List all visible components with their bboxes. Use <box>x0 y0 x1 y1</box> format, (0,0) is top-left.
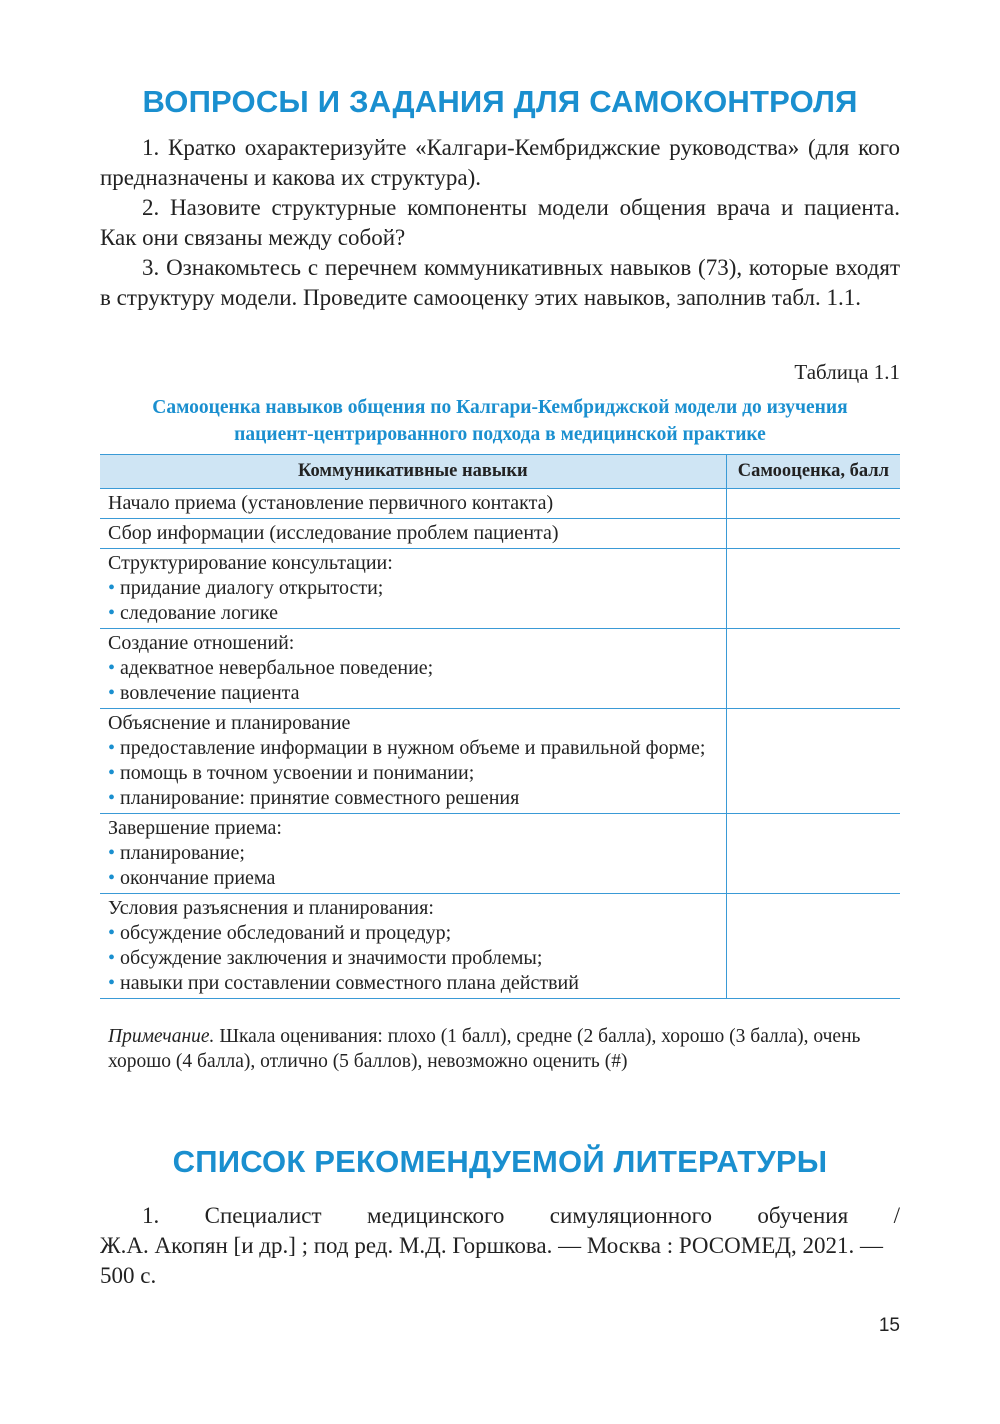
score-cell[interactable] <box>726 489 900 519</box>
skill-title: Структурирование консультации: <box>108 552 393 574</box>
bullet-icon: • <box>108 922 121 944</box>
skill-item <box>108 681 718 706</box>
reference-word: / <box>893 1203 900 1228</box>
skill-item-text: вовлечение пациента <box>120 682 300 704</box>
reference-word: Специалист <box>204 1203 322 1228</box>
note-text: Шкала оценивания: плохо (1 балл), средне (2 балла), хорошо (3 балла), очень хорошо (4 балла), отлично (5 баллов), невозможно оценить (#) <box>108 1026 861 1072</box>
skill-item-text: окончание приема <box>120 867 276 889</box>
skill-item-text: помощь в точном усвоении и понимании; <box>120 762 475 784</box>
skill-item <box>108 971 718 996</box>
table-number: Таблица 1.1 <box>794 360 900 384</box>
skill-item <box>108 601 718 626</box>
score-cell[interactable] <box>726 894 900 999</box>
score-cell[interactable] <box>726 814 900 894</box>
table-row <box>100 709 900 814</box>
skill-item <box>108 841 718 866</box>
skill-cell <box>100 709 726 814</box>
table-note <box>108 1024 898 1074</box>
skill-item-text: адекватное невербальное поведение; <box>120 657 434 679</box>
table-body <box>100 489 900 999</box>
question-2: 2. Назовите структурные компоненты модели общения врача и пациента. Как они связаны между собой? <box>100 195 900 250</box>
skill-cell <box>100 489 726 519</box>
skill-item <box>108 761 718 786</box>
column-header-skills: Коммуникативные навыки <box>100 455 726 489</box>
bullet-icon: • <box>108 602 121 624</box>
score-cell[interactable] <box>726 549 900 629</box>
reference-1-continuation: Ж.А. Акопян [и др.] ; под ред. М.Д. Горшкова. — Москва : РОСОМЕД, 2021. — 500 с. <box>100 1233 883 1288</box>
skill-cell <box>100 814 726 894</box>
bullet-icon: • <box>108 737 121 759</box>
bullet-icon: • <box>108 682 121 704</box>
bullet-icon: • <box>108 577 121 599</box>
skill-item-text: навыки при составлении совместного плана действий <box>120 972 579 994</box>
skill-title: Объяснение и планирование <box>108 712 351 734</box>
skill-item-text: следование логике <box>120 602 278 624</box>
skill-cell <box>100 894 726 999</box>
bullet-icon: • <box>108 972 121 994</box>
bullet-icon: • <box>108 947 121 969</box>
skill-item <box>108 736 718 761</box>
reference-word: обучения <box>757 1203 849 1228</box>
skill-cell <box>100 519 726 549</box>
table-title <box>100 394 900 448</box>
table-row <box>100 894 900 999</box>
table-row <box>100 629 900 709</box>
bullet-icon: • <box>108 787 121 809</box>
reference-word: 1. <box>142 1203 160 1228</box>
skill-item <box>108 866 718 891</box>
reference-1-first-line <box>100 1201 900 1231</box>
skill-title: Создание отношений: <box>108 632 295 654</box>
note-label: Примечание. <box>108 1026 215 1047</box>
bullet-icon: • <box>108 867 121 889</box>
skill-item-text: планирование: принятие совместного решения <box>120 787 520 809</box>
table-title-line-2: пациент-центрированного подхода в медицинской практике <box>234 424 766 445</box>
question-1: 1. Кратко охарактеризуйте «Калгари-Кембриджские руководства» (для кого предназначены и какова их структура). <box>100 135 900 190</box>
skill-title: Условия разъяснения и планирования: <box>108 897 434 919</box>
bullet-icon: • <box>108 657 121 679</box>
skill-item <box>108 921 718 946</box>
literature-list <box>100 1201 900 1291</box>
page-number: 15 <box>878 1315 900 1336</box>
score-cell[interactable] <box>726 709 900 814</box>
bullet-icon: • <box>108 842 121 864</box>
table-row <box>100 519 900 549</box>
skill-item-text: обсуждение обследований и процедур; <box>120 922 452 944</box>
table-row <box>100 489 900 519</box>
skill-item <box>108 576 718 601</box>
table-row <box>100 814 900 894</box>
skill-item-text: обсуждение заключения и значимости проблемы; <box>120 947 543 969</box>
skill-title: Сбор информации (исследование проблем пациента) <box>108 522 559 544</box>
skill-cell <box>100 549 726 629</box>
skill-item-text: предоставление информации в нужном объеме и правильной форме; <box>120 737 706 759</box>
skill-title: Начало приема (установление первичного контакта) <box>108 492 554 514</box>
score-cell[interactable] <box>726 629 900 709</box>
questions-heading: ВОПРОСЫ И ЗАДАНИЯ ДЛЯ САМОКОНТРОЛЯ <box>142 84 858 119</box>
table-row <box>100 549 900 629</box>
skill-cell <box>100 629 726 709</box>
question-3: 3. Ознакомьтесь с перечнем коммуникативных навыков (73), которые входят в структуру модели. Проведите самооценку этих навыков, заполнив табл. 1.1. <box>100 255 900 310</box>
skill-title: Завершение приема: <box>108 817 282 839</box>
score-cell[interactable] <box>726 519 900 549</box>
reference-word: медицинского <box>366 1203 505 1228</box>
questions-list <box>100 133 900 313</box>
literature-heading: СПИСОК РЕКОМЕНДУЕМОЙ ЛИТЕРАТУРЫ <box>172 1144 828 1179</box>
skill-item-text: планирование; <box>120 842 245 864</box>
skill-item <box>108 656 718 681</box>
skill-item-text: придание диалогу открытости; <box>120 577 384 599</box>
skill-item <box>108 946 718 971</box>
table-header-row <box>100 455 900 489</box>
skill-item <box>108 786 718 811</box>
column-header-score: Самооценка, балл <box>726 455 900 489</box>
bullet-icon: • <box>108 762 121 784</box>
reference-word: симуляционного <box>549 1203 713 1228</box>
skills-table <box>100 454 900 999</box>
table-title-line-1: Самооценка навыков общения по Калгари-Кембриджской модели до изучения <box>152 397 848 418</box>
